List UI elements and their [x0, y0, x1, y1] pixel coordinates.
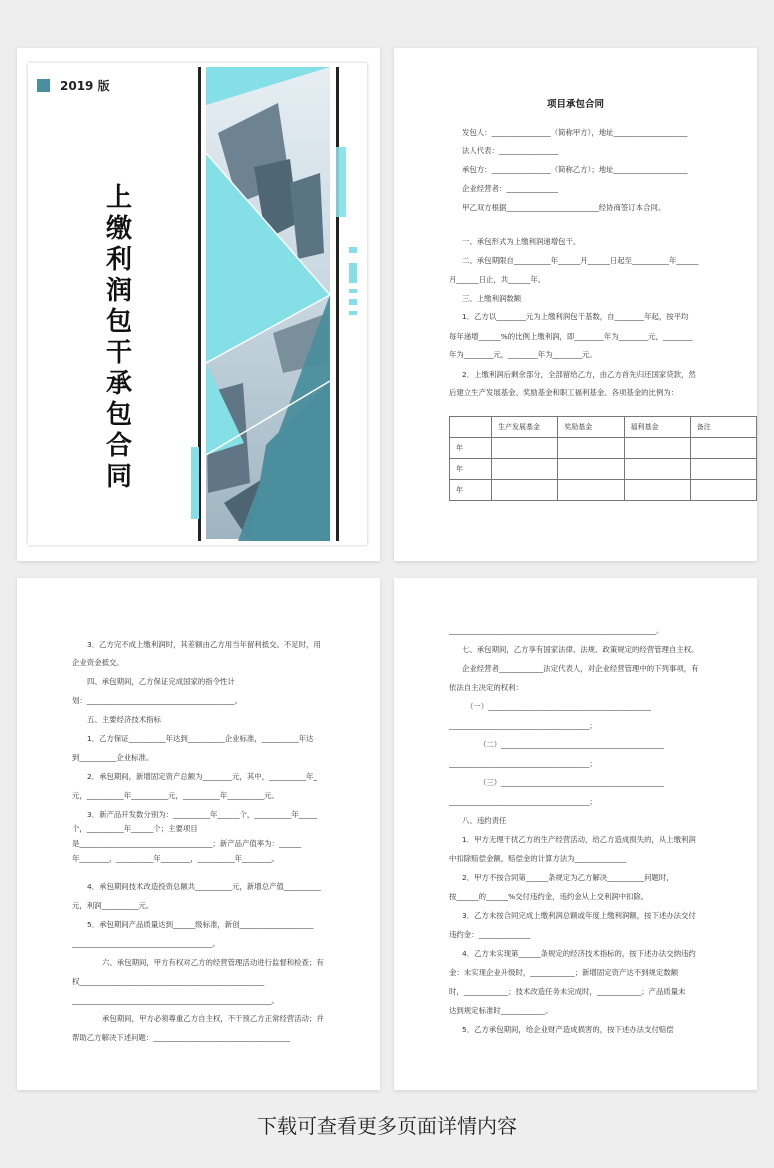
- table-cell: [690, 459, 756, 480]
- text-line: 后建立生产发展基金、奖励基金和职工福利基金。各项基金的比例为：: [449, 388, 679, 397]
- text-line: 到__________企业标准。: [72, 753, 154, 762]
- table-header-cell: [450, 417, 492, 438]
- text-line: 时，____________；技术改造任务未完成时，____________；产品质量未: [449, 987, 686, 996]
- cover-page: [17, 48, 380, 561]
- table-cell: 年: [450, 459, 492, 480]
- text-line: 六、承包期间，甲方有权对乙方的经营管理活动进行监督和检查；有: [102, 958, 324, 967]
- text-line: 元，__________年__________元，__________年__________元。: [72, 791, 279, 800]
- text-line: 中扣除赔偿金额，赔偿金的计算方法为______________: [449, 854, 627, 863]
- text-line: ______________________________________________________。: [72, 996, 279, 1005]
- text-line: 3．新产品开发数分别为：__________年______个，__________年_____: [87, 810, 318, 819]
- text-line: 依法自主决定的权利：: [449, 683, 523, 692]
- text-line: 违约金：______________: [449, 930, 531, 939]
- text-line: ______________________________________。: [72, 939, 220, 948]
- text-line: 4．承包期间技术改造投资总额共__________元，新增总产值__________: [87, 882, 321, 891]
- table-row: [450, 459, 757, 480]
- text-line: 达到规定标准时____________。: [449, 1006, 553, 1015]
- table-cell: [492, 480, 558, 501]
- table-header-row: [450, 417, 757, 438]
- text-line: 企业资金抵交。: [72, 658, 124, 667]
- text-line: 承包期间，甲方必须尊重乙方自主权，不干预乙方正常经营活动；并: [102, 1014, 324, 1023]
- text-line: 八、违约责任: [462, 816, 507, 825]
- table-cell: [690, 438, 756, 459]
- text-line: 法人代表：________________: [462, 146, 559, 155]
- text-line: 1．甲方无理干扰乙方的生产经营活动，给乙方造成损失的，从上缴利润: [462, 835, 696, 844]
- text-line: 三、上缴利润数额: [462, 294, 522, 303]
- table-row: [450, 480, 757, 501]
- text-line: 发包人：________________（简称甲方），地址____________________: [462, 128, 688, 137]
- text-line: ______________________________________；: [449, 797, 597, 806]
- text-line: 2．承包期间，新增固定资产总额为________元，其中，__________年_: [87, 772, 318, 781]
- table-cell: 年: [450, 438, 492, 459]
- text-line: 2．上缴利润后剩余部分，全部留给乙方，由乙方首先归还国家贷款，然: [462, 370, 696, 379]
- text-line: 3．乙方完不成上缴利润时，其差额由乙方用当年留利抵交。不足时，用: [87, 640, 321, 649]
- text-line: 5．乙方承包期间，给企业财产造成损害的，按下述办法支付赔偿: [462, 1025, 674, 1034]
- text-line: 4．乙方未实现第______条规定的经济技术指标的，按下述办法交纳违约: [462, 949, 696, 958]
- text-line: 五、主要经济技术指标: [87, 715, 161, 724]
- text-line: 二、承包期限自__________年______月______日起至__________年______: [462, 256, 699, 265]
- text-line: 权__________________________________________________: [72, 977, 265, 986]
- text-line: 划：________________________________________。: [72, 696, 242, 705]
- table-cell: [492, 459, 558, 480]
- table-cell: [558, 459, 624, 480]
- cover-sheet: [28, 63, 367, 545]
- text-line: （一）____________________________________________: [466, 702, 651, 711]
- text-line: 按______的______%交付违约金，违约金从上交利润中扣除。: [449, 892, 649, 901]
- cover-title: 上缴利润包干承包合同: [105, 183, 132, 492]
- text-line: 承包方：________________（简称乙方）；地址____________________: [462, 165, 688, 174]
- text-line: 1．乙方保证__________年达到__________企业标准，__________年达: [87, 734, 314, 743]
- text-line: 企业经营者：______________: [462, 184, 559, 193]
- text-line: 七、承包期间，乙方享有国家法律、法规、政策规定的经营管理自主权。: [462, 645, 699, 654]
- table-header-cell: 备注: [690, 417, 756, 438]
- table-cell: [624, 480, 690, 501]
- text-line: ________________________________________________________。: [449, 626, 664, 635]
- table-cell: [558, 438, 624, 459]
- text-line: （二）____________________________________________: [479, 740, 664, 749]
- text-line: 是____________________________________；新产品产值率为：______: [72, 839, 302, 848]
- text-line: 帮助乙方解决下述问题：_____________________________________: [72, 1033, 291, 1042]
- table-header-cell: 生产发展基金: [492, 417, 558, 438]
- table-row: [450, 438, 757, 459]
- text-line: 金：未实现企业升级时，____________；新增固定资产达不到规定数额: [449, 968, 679, 977]
- table-cell: [690, 480, 756, 501]
- text-line: 每年递增______%的比例上缴利润，即________年为________元，________: [449, 332, 693, 341]
- contract-page-2: [17, 578, 380, 1090]
- text-line: 1．乙方以________元为上缴利润包干基数，自________年起，按平均: [462, 312, 689, 321]
- table-cell: [492, 438, 558, 459]
- table-cell: [624, 438, 690, 459]
- contract-page-3: [394, 578, 757, 1090]
- text-line: 3．乙方未按合同完成上缴利润总额或年度上缴利润额，按下述办法交付: [462, 911, 696, 920]
- text-line: 一、承包形式为上缴利润递增包干。: [462, 237, 581, 246]
- text-line: 年为________元，________年为________元。: [449, 350, 597, 359]
- contract-page-1: [394, 48, 757, 561]
- fund-ratio-table: [449, 416, 757, 501]
- text-line: 月______日止，共______年。: [449, 275, 546, 284]
- edition-label: 2019 版: [60, 79, 110, 93]
- text-line: 个，__________年______个；主要项目: [72, 824, 198, 833]
- text-line: 5．承包期间产品质量达到______级标准，新创____________________: [87, 920, 314, 929]
- table-header-cell: 奖励基金: [558, 417, 624, 438]
- text-line: ______________________________________；: [449, 721, 597, 730]
- text-line: 2．甲方不按合同第______条规定为乙方解决__________问题时，: [462, 873, 674, 882]
- table-cell: [558, 480, 624, 501]
- text-line: 元，利润__________元。: [72, 901, 154, 910]
- text-line: 甲乙双方根据_________________________经协商签订本合同。: [462, 203, 666, 212]
- text-line: 企业经营者____________法定代表人，对企业经营管理中的下列事项，有: [462, 664, 699, 673]
- download-more-caption: 下载可查看更多页面详情内容: [257, 1114, 517, 1138]
- document-title: 项目承包合同: [546, 99, 604, 110]
- text-line: 四、承包期间，乙方保证完成国家的指令性计: [87, 677, 235, 686]
- table-header-cell: 福利基金: [624, 417, 690, 438]
- cover-artwork: [28, 63, 367, 545]
- text-line: （三）____________________________________________: [479, 778, 664, 787]
- table-cell: [624, 459, 690, 480]
- text-line: ______________________________________；: [449, 759, 597, 768]
- text-line: 年________，__________年________，__________年________。: [72, 854, 279, 863]
- table-cell: 年: [450, 480, 492, 501]
